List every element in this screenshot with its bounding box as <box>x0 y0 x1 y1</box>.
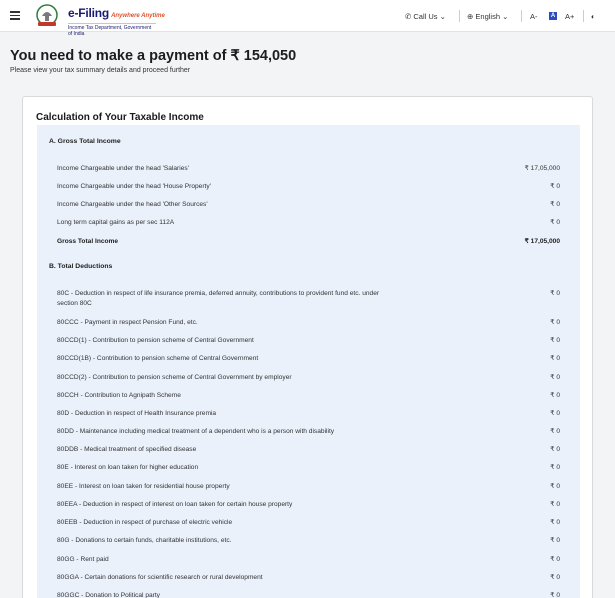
page-title: You need to make a payment of ₹ 154,050 <box>10 48 297 64</box>
tax-summary-card <box>22 96 593 598</box>
brand-logo[interactable] <box>68 4 165 37</box>
globe-icon: ⊕ <box>467 12 474 21</box>
brand-name: e-Filing <box>68 6 110 20</box>
divider <box>521 10 522 22</box>
gross-income-heading: A. Gross Total Income <box>49 138 121 145</box>
font-increase-button[interactable]: A+ <box>565 12 575 21</box>
phone-icon: ✆ <box>405 12 412 21</box>
govt-emblem-icon <box>34 3 60 29</box>
page-subtitle: Please view your tax summary details and proceed further <box>10 67 191 74</box>
contrast-icon[interactable]: ◐ <box>591 12 596 21</box>
divider <box>459 10 460 22</box>
menu-icon[interactable] <box>10 11 20 20</box>
font-decrease-button[interactable]: A- <box>530 12 538 21</box>
chevron-down-icon: ⌄ <box>502 12 509 21</box>
brand-tagline: Anywhere Anytime <box>111 13 165 19</box>
language-select[interactable]: ⊕ English ⌄ <box>467 12 509 21</box>
call-us-button[interactable]: ✆ Call Us ⌄ <box>405 12 446 21</box>
brand-subtitle: Income Tax Department, Government of India <box>68 23 156 37</box>
top-header <box>0 0 615 37</box>
font-normal-button[interactable]: A <box>550 13 556 19</box>
deductions-heading: B. Total Deductions <box>49 263 113 270</box>
chevron-down-icon: ⌄ <box>439 12 446 21</box>
calculation-panel: A. Gross Total Income Income Chargeable under the head 'Salaries' ₹ 17,05,000 Income Chargeable under the head 'House Property' ₹ 0 Income Chargeable under the head 'Other Sources' ₹ 0 Long term capital gains as per sec 112A ₹ 0 Gross Total Income ₹ 17,05,000 B. Total Deductions 80C - Deduction in respect of life insurance premia, deferred annuity, contributions to provident fund etc. under section 80C ₹ 0 80CCC - Payment in respect Pension Fund, etc. ₹ 0 80CCD(1) - Contribution to pension scheme of Central Government ₹ 0 80CCD(1B) - Contribution to pension scheme of Central Government ₹ 0 80CCD(2) - Contribution to pension scheme of Central Government by employer ₹ 0 80CCH - Contribution to Agnipath Scheme ₹ 0 80D - Deduction in respect of Health Insurance premia ₹ 0 80DD - Maintenance including medical treatment of a dependent who is a person with disability ₹ 0 80DDB - Medical treatment of specified disease ₹ 0 80E - Interest on loan taken for higher education ₹ 0 80EE - Interest on loan taken for residential house property ₹ 0 80EEA - Deduction in respect of interest on loan taken for certain house property ₹ 0 80EEB - Deduction in respect of purchase of electric vehicle ₹ 0 80G - Donations to certain funds, charitable institutions, etc. ₹ 0 80GG - Rent paid ₹ 0 80GGA - Certain donations for scientific research or rural development ₹ 0 80GGC - Donation to Political party ₹ 0 <box>37 125 580 598</box>
header-actions <box>395 0 615 32</box>
divider <box>583 10 584 22</box>
calculation-title: Calculation of Your Taxable Income <box>36 112 204 123</box>
